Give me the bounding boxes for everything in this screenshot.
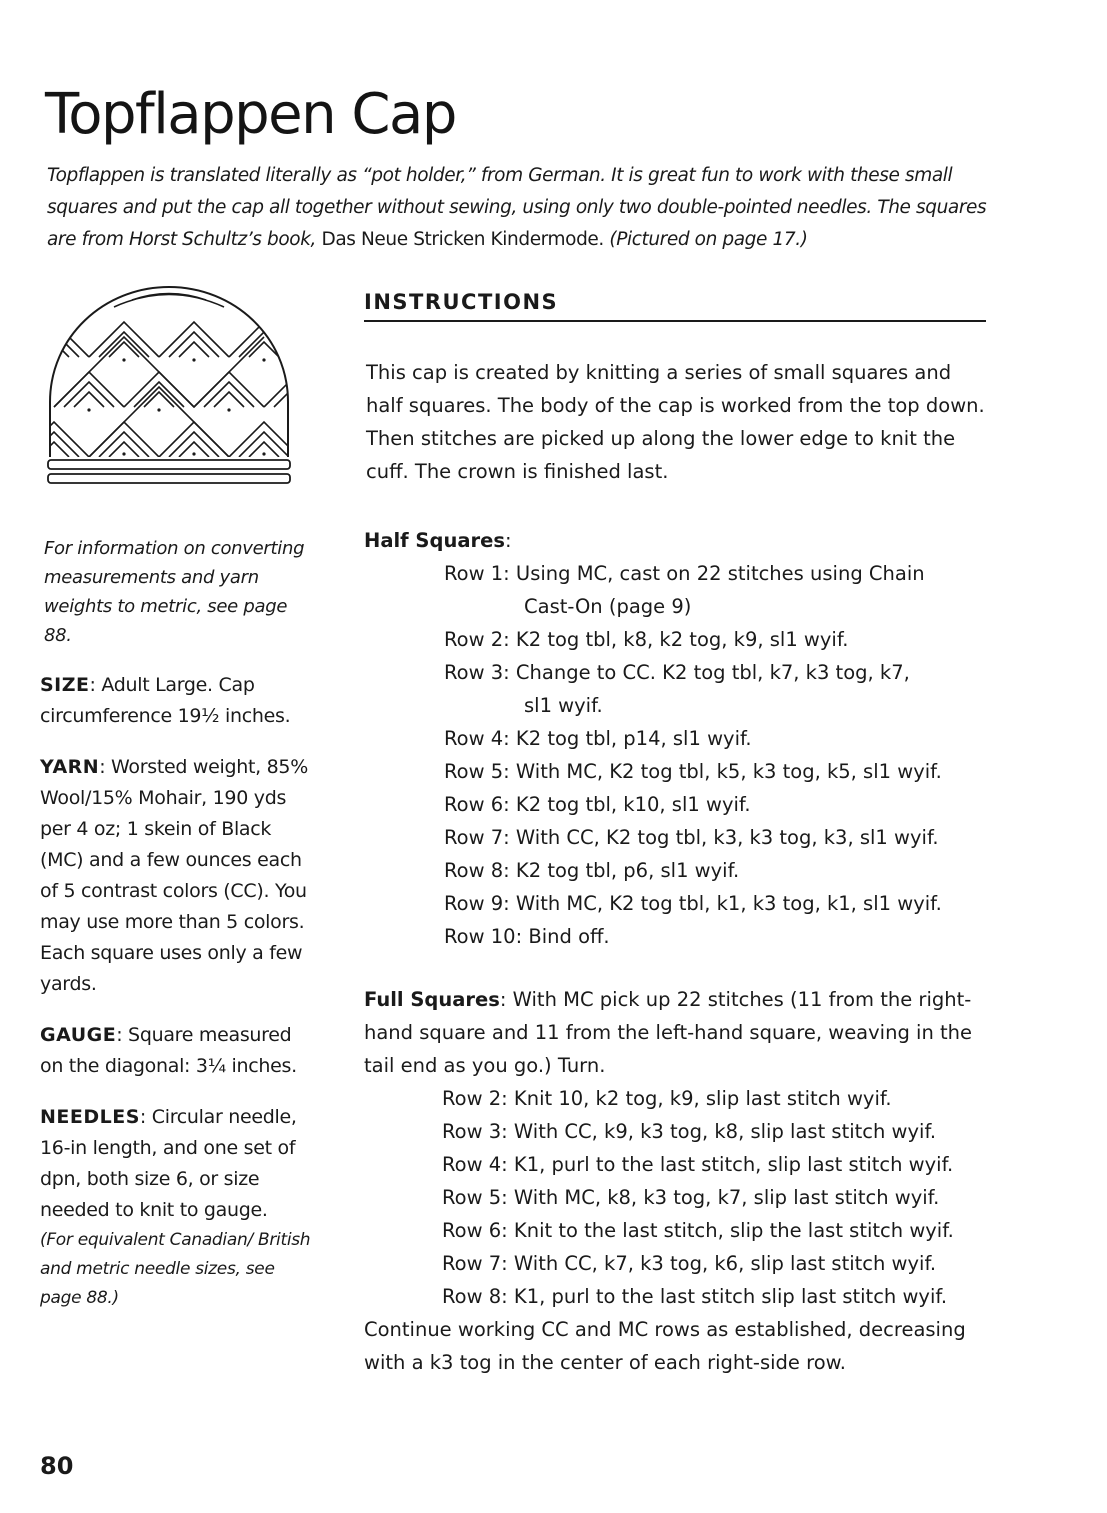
- gauge-spec: [40, 1020, 315, 1082]
- list-item: Cast-On (page 9): [524, 595, 692, 618]
- instructions-heading: INSTRUCTIONS: [364, 284, 986, 322]
- half-squares-heading: [364, 524, 986, 557]
- list-item: Row 5: With MC, K2 tog tbl, k5, k3 tog, k5, sl1 wyif.: [444, 760, 942, 783]
- intro-source: are from Horst Schultz’s book,: [47, 229, 316, 250]
- instructions-column: [364, 284, 986, 1379]
- yarn-spec: [40, 752, 315, 1000]
- list-item: Row 7: With CC, K2 tog tbl, k3, k3 tog, k3, sl1 wyif.: [444, 826, 939, 849]
- full-squares-rows: [364, 1082, 986, 1313]
- page-title: Topflappen Cap: [45, 82, 456, 147]
- list-item: Row 3: With CC, k9, k3 tog, k8, slip last stitch wyif.: [442, 1120, 937, 1143]
- page-number: 80: [40, 1452, 74, 1480]
- yarn-text: : Worsted weight, 85% Wool/15% Mohair, 190 yds per 4 oz; 1 skein of Black (MC) and a few ounces each of 5 contrast colors (CC). You may use more than 5 colors. Each square uses only a few yards.: [40, 756, 308, 995]
- full-squares-intro: [364, 983, 986, 1082]
- list-item: Row 8: K1, purl to the last stitch slip last stitch wyif.: [442, 1285, 948, 1308]
- intro-line-3: [47, 224, 1007, 256]
- list-item: Row 2: K2 tog tbl, k8, k2 tog, k9, sl1 wyif.: [444, 628, 849, 651]
- list-item: Row 8: K2 tog tbl, p6, sl1 wyif.: [444, 859, 740, 882]
- intro-line-1: Topflappen is translated literally as “pot holder,” from German. It is great fun to work with these small: [47, 165, 953, 186]
- intro-paragraph: [47, 160, 1007, 256]
- needles-text: : Circular needle, 16-in length, and one set of dpn, both size 6, or size needed to knit to gauge.: [40, 1106, 297, 1221]
- size-text: : Adult Large. Cap circumference 19½ inches.: [40, 674, 291, 727]
- list-item: Row 5: With MC, k8, k3 tog, k7, slip last stitch wyif.: [442, 1186, 940, 1209]
- needles-spec: [40, 1102, 315, 1313]
- needles-note: (For equivalent Canadian/ British and metric needle sizes, see page 88.): [40, 1230, 311, 1308]
- list-item: Row 7: With CC, k7, k3 tog, k6, slip last stitch wyif.: [442, 1252, 937, 1275]
- needles-label: NEEDLES: [40, 1106, 140, 1128]
- instructions-intro: This cap is created by knitting a series of small squares and half squares. The body of the cap is worked from the top down. Then stitches are picked up along the lower edge to knit the cuff. The crown is finished last.: [366, 361, 985, 483]
- sidebar: [40, 534, 315, 1333]
- list-item: Row 6: Knit to the last stitch, slip the last stitch wyif.: [442, 1219, 954, 1242]
- intro-picture-ref: (Pictured on page 17.): [609, 229, 808, 250]
- closing-paragraph: Continue working CC and MC rows as established, decreasing with a k3 tog in the center of each right-side row.: [364, 1318, 966, 1374]
- intro-line-2: squares and put the cap all together without sewing, using only two double-pointed needles. The squares: [47, 197, 987, 218]
- gauge-label: GAUGE: [40, 1024, 117, 1046]
- size-spec: [40, 670, 315, 732]
- list-item: Row 3: Change to CC. K2 tog tbl, k7, k3 tog, k7,: [444, 661, 910, 684]
- intro-book-title: Das Neue Stricken Kindermode.: [321, 229, 604, 250]
- half-squares-label: Half Squares: [364, 529, 505, 552]
- metric-note: For information on converting measurements and yarn weights to metric, see page 88.: [44, 538, 305, 646]
- gauge-text: : Square measured on the diagonal: 3¼ inches.: [40, 1024, 297, 1077]
- half-squares-rows: [364, 557, 986, 953]
- size-label: SIZE: [40, 674, 90, 696]
- list-item: Row 2: Knit 10, k2 tog, k9, slip last stitch wyif.: [442, 1087, 892, 1110]
- list-item: Row 4: K1, purl to the last stitch, slip last stitch wyif.: [442, 1153, 954, 1176]
- half-squares-colon: :: [504, 529, 512, 552]
- full-squares-label: Full Squares: [364, 988, 500, 1011]
- full-squares-text: : With MC pick up 22 stitches (11 from the right-hand square and 11 from the left-hand square, weaving in the tail end as you go.) Turn.: [364, 988, 973, 1077]
- list-item: Row 10: Bind off.: [444, 925, 610, 948]
- list-item: Row 1: Using MC, cast on 22 stitches using Chain: [444, 562, 925, 585]
- list-item: Row 4: K2 tog tbl, p14, sl1 wyif.: [444, 727, 752, 750]
- yarn-label: YARN: [40, 756, 100, 778]
- list-item: sl1 wyif.: [524, 694, 603, 717]
- cap-illustration: [44, 282, 294, 494]
- list-item: Row 9: With MC, K2 tog tbl, k1, k3 tog, k1, sl1 wyif.: [444, 892, 942, 915]
- list-item: Row 6: K2 tog tbl, k10, sl1 wyif.: [444, 793, 751, 816]
